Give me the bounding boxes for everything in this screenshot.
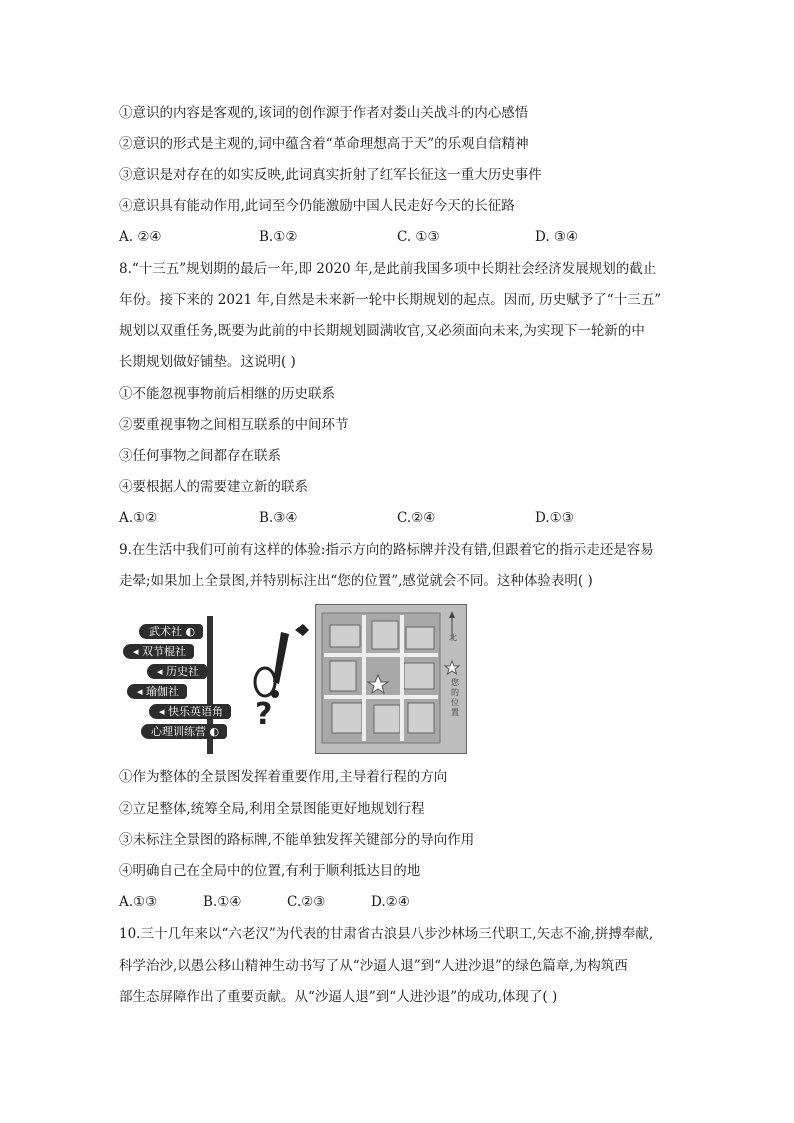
sign-shuangjiegun: ◂ 双节棍社 [123,644,194,659]
map-drawing [316,605,466,753]
q9-stem-line-2: 走晕;如果加上全景图,并特别标注出“您的位置”,感觉就会不同。这种体验表明( ) [119,573,593,589]
sign-yujia-label: 瑜伽社 [146,685,180,698]
q8-option-b: B.③④ [259,510,298,526]
q7-statement-3: ③意识是对存在的如实反映,此词真实折射了红军长征这一重大历史事件 [119,167,542,183]
q10-stem-line-2: 科学治沙,以愚公移山精神生动书写了从“沙逼人退”到“人进沙退”的绿色篇章,为构筑西 [119,958,628,974]
q7-option-c: C. ①③ [397,229,440,245]
q8-statement-2: ②要重视事物之间相互联系的中间环节 [119,417,349,433]
q7-option-d: D. ③④ [535,229,579,245]
sign-shuangjiegun-label: 双节棍社 [142,645,187,658]
q10-stem-line-3: 部生态屏障作出了重要贡献。从“沙逼人退”到“人进沙退”的成功,体现了( ) [119,989,558,1005]
q7-statement-2: ②意识的形式是主观的,词中蕴含着“革命理想高于天”的乐观自信精神 [119,136,529,152]
q8-statement-4: ④要根据人的需要建立新的联系 [119,479,308,495]
q8-statement-3: ③任何事物之间都存在联系 [119,448,281,464]
sign-yingyu-label: 快乐英语角 [168,705,224,718]
map-position-label: 您的位置 [451,678,459,717]
q9-statement-3: ③未标注全景图的路标牌,不能单独发挥关键部分的导向作用 [119,832,475,848]
q8-option-d: D.①③ [535,510,574,526]
q9-option-a: A.①③ [119,894,158,910]
q7-statement-1: ①意识的内容是客观的,该词的创作源于作者对娄山关战斗的内心感悟 [119,105,529,121]
sign-lishi-label: 历史社 [166,665,200,678]
q9-figure [119,602,467,754]
q8-stem-line-1: 8.“十三五”规划期的最后一年,即 2020 年,是此前我国多项中长期社会经济发展规划的截止 [119,261,657,277]
q7-statement-4: ④意识具有能动作用,此词至今仍能激励中国人民走好今天的长征路 [119,198,515,214]
q9-option-c: C.②③ [287,894,326,910]
svg-text:?: ? [255,697,273,732]
q8-stem-line-4: 长期规划做好铺垫。这说明( ) [119,354,296,370]
q8-option-a: A.①② [119,510,158,526]
panoramic-map [315,604,467,754]
q7-option-b: B.①② [259,229,298,245]
sign-wushu: 武术社 ◐ [139,624,203,639]
q9-statement-4: ④明确自己在全局中的位置,有利于顺利抵达目的地 [119,863,421,879]
sign-xinli: 心理训练营 ◐ [141,724,227,739]
q8-statement-1: ①不能忽视事物前后相继的历史联系 [119,386,335,402]
q8-stem-line-3: 规划以双重任务,既要为此前的中长期规划圆满收官,又必须面向未来,为实现下一轮新的中 [119,323,645,339]
sign-lishi: ◂ 历史社 [147,664,207,679]
q9-option-d: D.②④ [371,894,410,910]
q9-statement-2: ②立足整体,统筹全局,利用全景图能更好地规划行程 [119,801,425,817]
sign-xinli-label: 心理训练营 [151,725,206,738]
q9-stem-line-1: 9.在生活中我们可前有这样的体验:指示方向的路标牌并没有错,但跟着它的指示走还是容易 [119,542,654,558]
sign-wushu-label: 武术社 [149,625,182,638]
map-north-label: 北 [449,633,457,642]
q8-option-c: C.②④ [397,510,436,526]
confused-character-icon [251,622,311,732]
q7-option-a: A. ②④ [119,229,162,245]
sign-yingyu: ◂ 快乐英语角 [149,704,231,719]
sign-yujia: ◂ 瑜伽社 [127,684,187,699]
q8-stem-line-2: 年份。接下来的 2021 年,自然是未来新一轮中长期规划的起点。因而, 历史赋予了“十三五” [119,292,662,308]
q9-statement-1: ①作为整体的全景图发挥着重要作用,主导着行程的方向 [119,769,448,785]
q10-stem-line-1: 10.三十几年来以“六老汉”为代表的甘肃省古浪县八步沙林场三代职工,矢志不渝,拼搏奉献, [119,926,654,942]
q9-option-b: B.①④ [203,894,242,910]
